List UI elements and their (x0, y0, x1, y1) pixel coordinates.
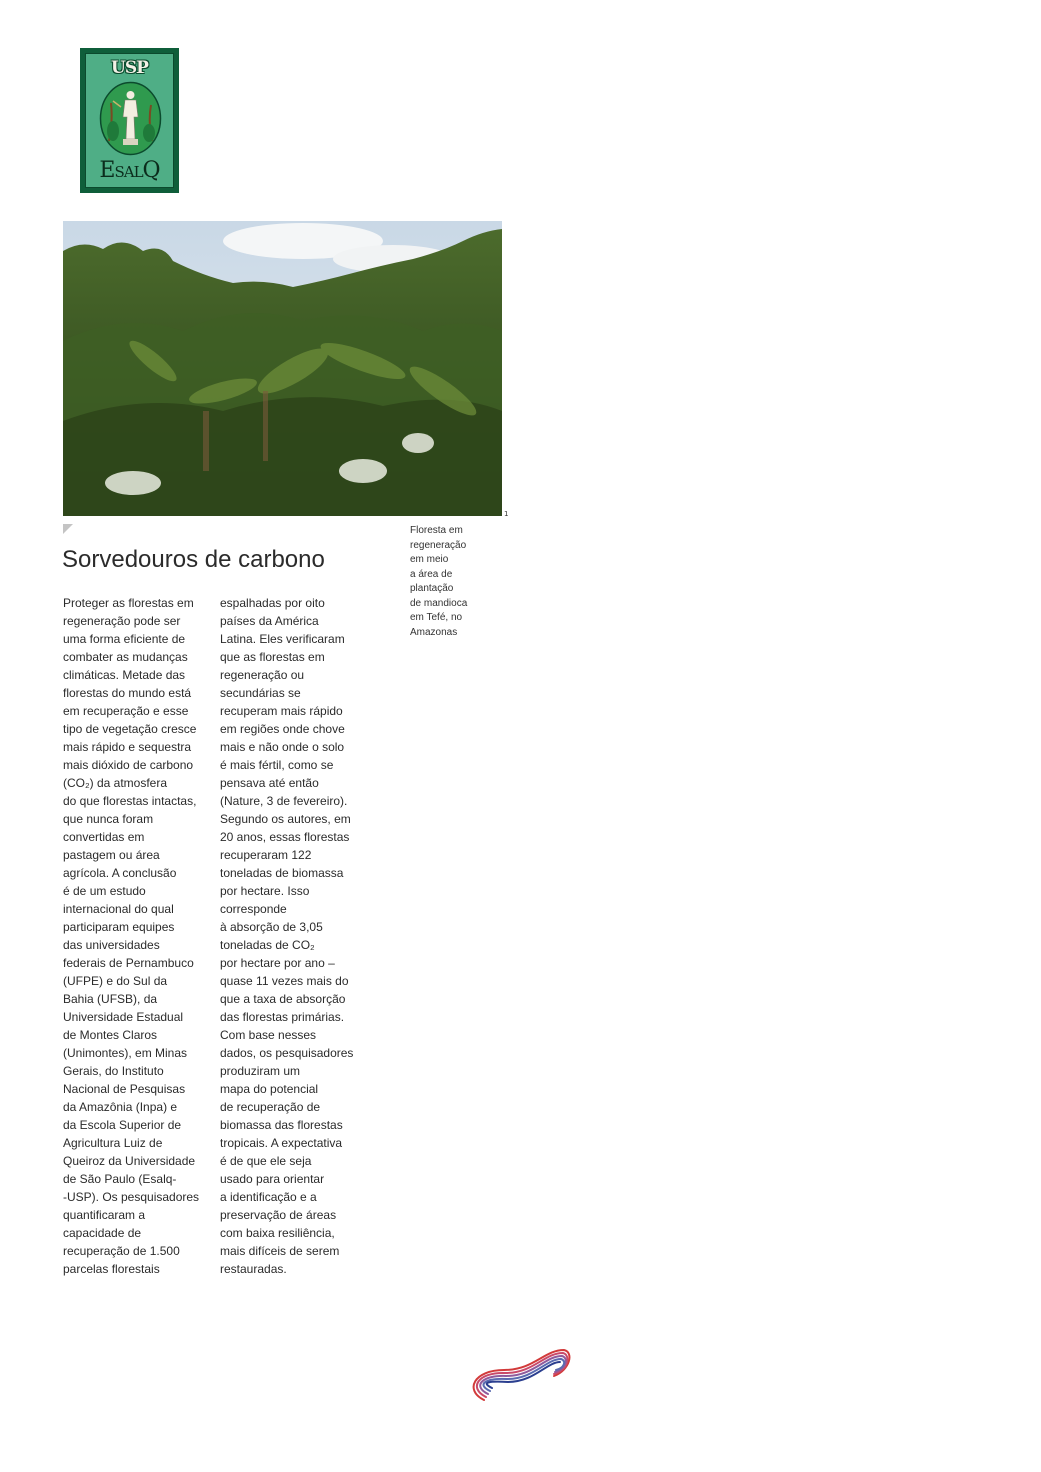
article-column-2: espalhadas por oito países da América Latina. Eles verificaram que as florestas em regeneração ou secundárias se recuperam mais rápido em regiões onde chove mais e não onde o solo é mais fértil, como se pensava até então (Nature, 3 de fevereiro). Segundo os autores, em 20 anos, essas florestas recuperaram 122 toneladas de biomassa por hectare. Isso corresponde à absorção de 3,05 toneladas de CO₂ por hectare por ano – quase 11 vezes mais do que a taxa de absorção das florestas primárias. Com base nesses dados, os pesquisadores produziram um mapa do potencial de recuperação de biomassa das florestas tropicais. A expectativa é de que ele seja usado para orientar a identificação e a preservação de áreas com baixa resiliência, mais difíceis de serem restauradas. (220, 596, 354, 1276)
forest-photo (63, 221, 502, 516)
section-marker (63, 524, 73, 534)
logo-esalq-text: ESALQ (99, 158, 160, 183)
esalq-logo (80, 48, 179, 193)
photo-number: 1 (504, 510, 509, 518)
logo-usp-text: USP (111, 58, 148, 78)
article-column-1: Proteger as florestas em regeneração pode ser uma forma eficiente de combater as mudanças climáticas. Metade das florestas do mundo está em recuperação e esse tipo de vegetação cresce mais rápido e sequestra mais dióxido de carbono (CO₂) da atmosfera do que florestas intactas, que nunca foram convertidas em pastagem ou área agrícola. A conclusão é de um estudo internacional do qual participaram equipes das universidades federais de Pernambuco (UFPE) e do Sul da Bahia (UFSB), da Universidade Estadual de Montes Claros (Unimontes), em Minas Gerais, do Instituto Nacional de Pesquisas da Amazônia (Inpa) e da Escola Superior de Agricultura Luiz de Queiroz da Universidade de São Paulo (Esalq- -USP). Os pesquisadores quantificaram a capacidade de recuperação de 1.500 parcelas florestais (63, 596, 200, 1276)
photo-caption: Floresta em regeneração em meio a área de plantação de mandioca em Tefé, no Amazonas (410, 525, 468, 638)
ribbon-logo-icon (464, 1340, 576, 1408)
logo-field (85, 53, 174, 188)
statue-seal-icon (99, 81, 162, 156)
article-title: Sorvedouros de carbono (62, 546, 325, 573)
